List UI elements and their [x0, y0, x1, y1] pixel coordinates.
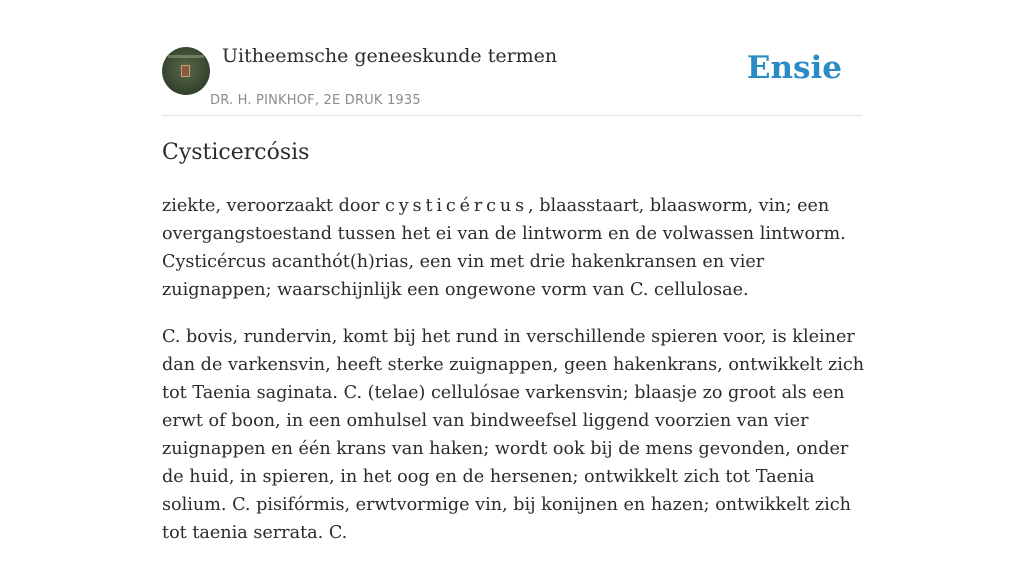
paragraph-1-spaced-term: cysticércus [385, 196, 529, 216]
paragraph-1-rest: , blaasstaart, blaasworm, vin; een overgangstoestand tussen het ei van de lintworm en de volwassen lintworm. Cysticércus acanthót(h)rias, een vin met drie hakenkransen en vier zuignappen; waarschijnlijk een ongewone vorm van C. cellulosae. [162, 196, 846, 300]
book-icon [181, 65, 190, 77]
book-cover-avatar[interactable] [162, 47, 210, 95]
entry-definition [162, 192, 866, 566]
book-header [162, 0, 862, 116]
definition-paragraph-1 [162, 192, 866, 304]
book-cover-band [168, 55, 204, 58]
entry-term-title: Cysticercósis [162, 140, 310, 165]
book-title-link[interactable]: Uitheemsche geneeskunde termen [222, 45, 558, 67]
paragraph-1-lead: ziekte, veroorzaakt door [162, 196, 386, 216]
ensie-logo-link[interactable]: Ensie [746, 50, 842, 86]
definition-paragraph-2: C. bovis, rundervin, komt bij het rund in verschillende spieren voor, is kleiner dan de varkensvin, heeft sterke zuignappen, geen hakenkrans, ontwikkelt zich tot Taenia saginata. C. (telae) cellulósae varkensvin; blaasje zo groot als een erwt of boon, in een omhulsel van bindweefsel liggend voorzien van vier zuignappen en één krans van haken; wordt ook bij de mens gevonden, onder de huid, in spieren, in het oog en de hersenen; ontwikkelt zich tot Taenia solium. C. pisifórmis, erwtvormige vin, bij konijnen en hazen; ontwikkelt zich tot taenia serrata. C. [162, 327, 865, 543]
book-author: DR. H. PINKHOF, 2E DRUK 1935 [210, 93, 421, 108]
